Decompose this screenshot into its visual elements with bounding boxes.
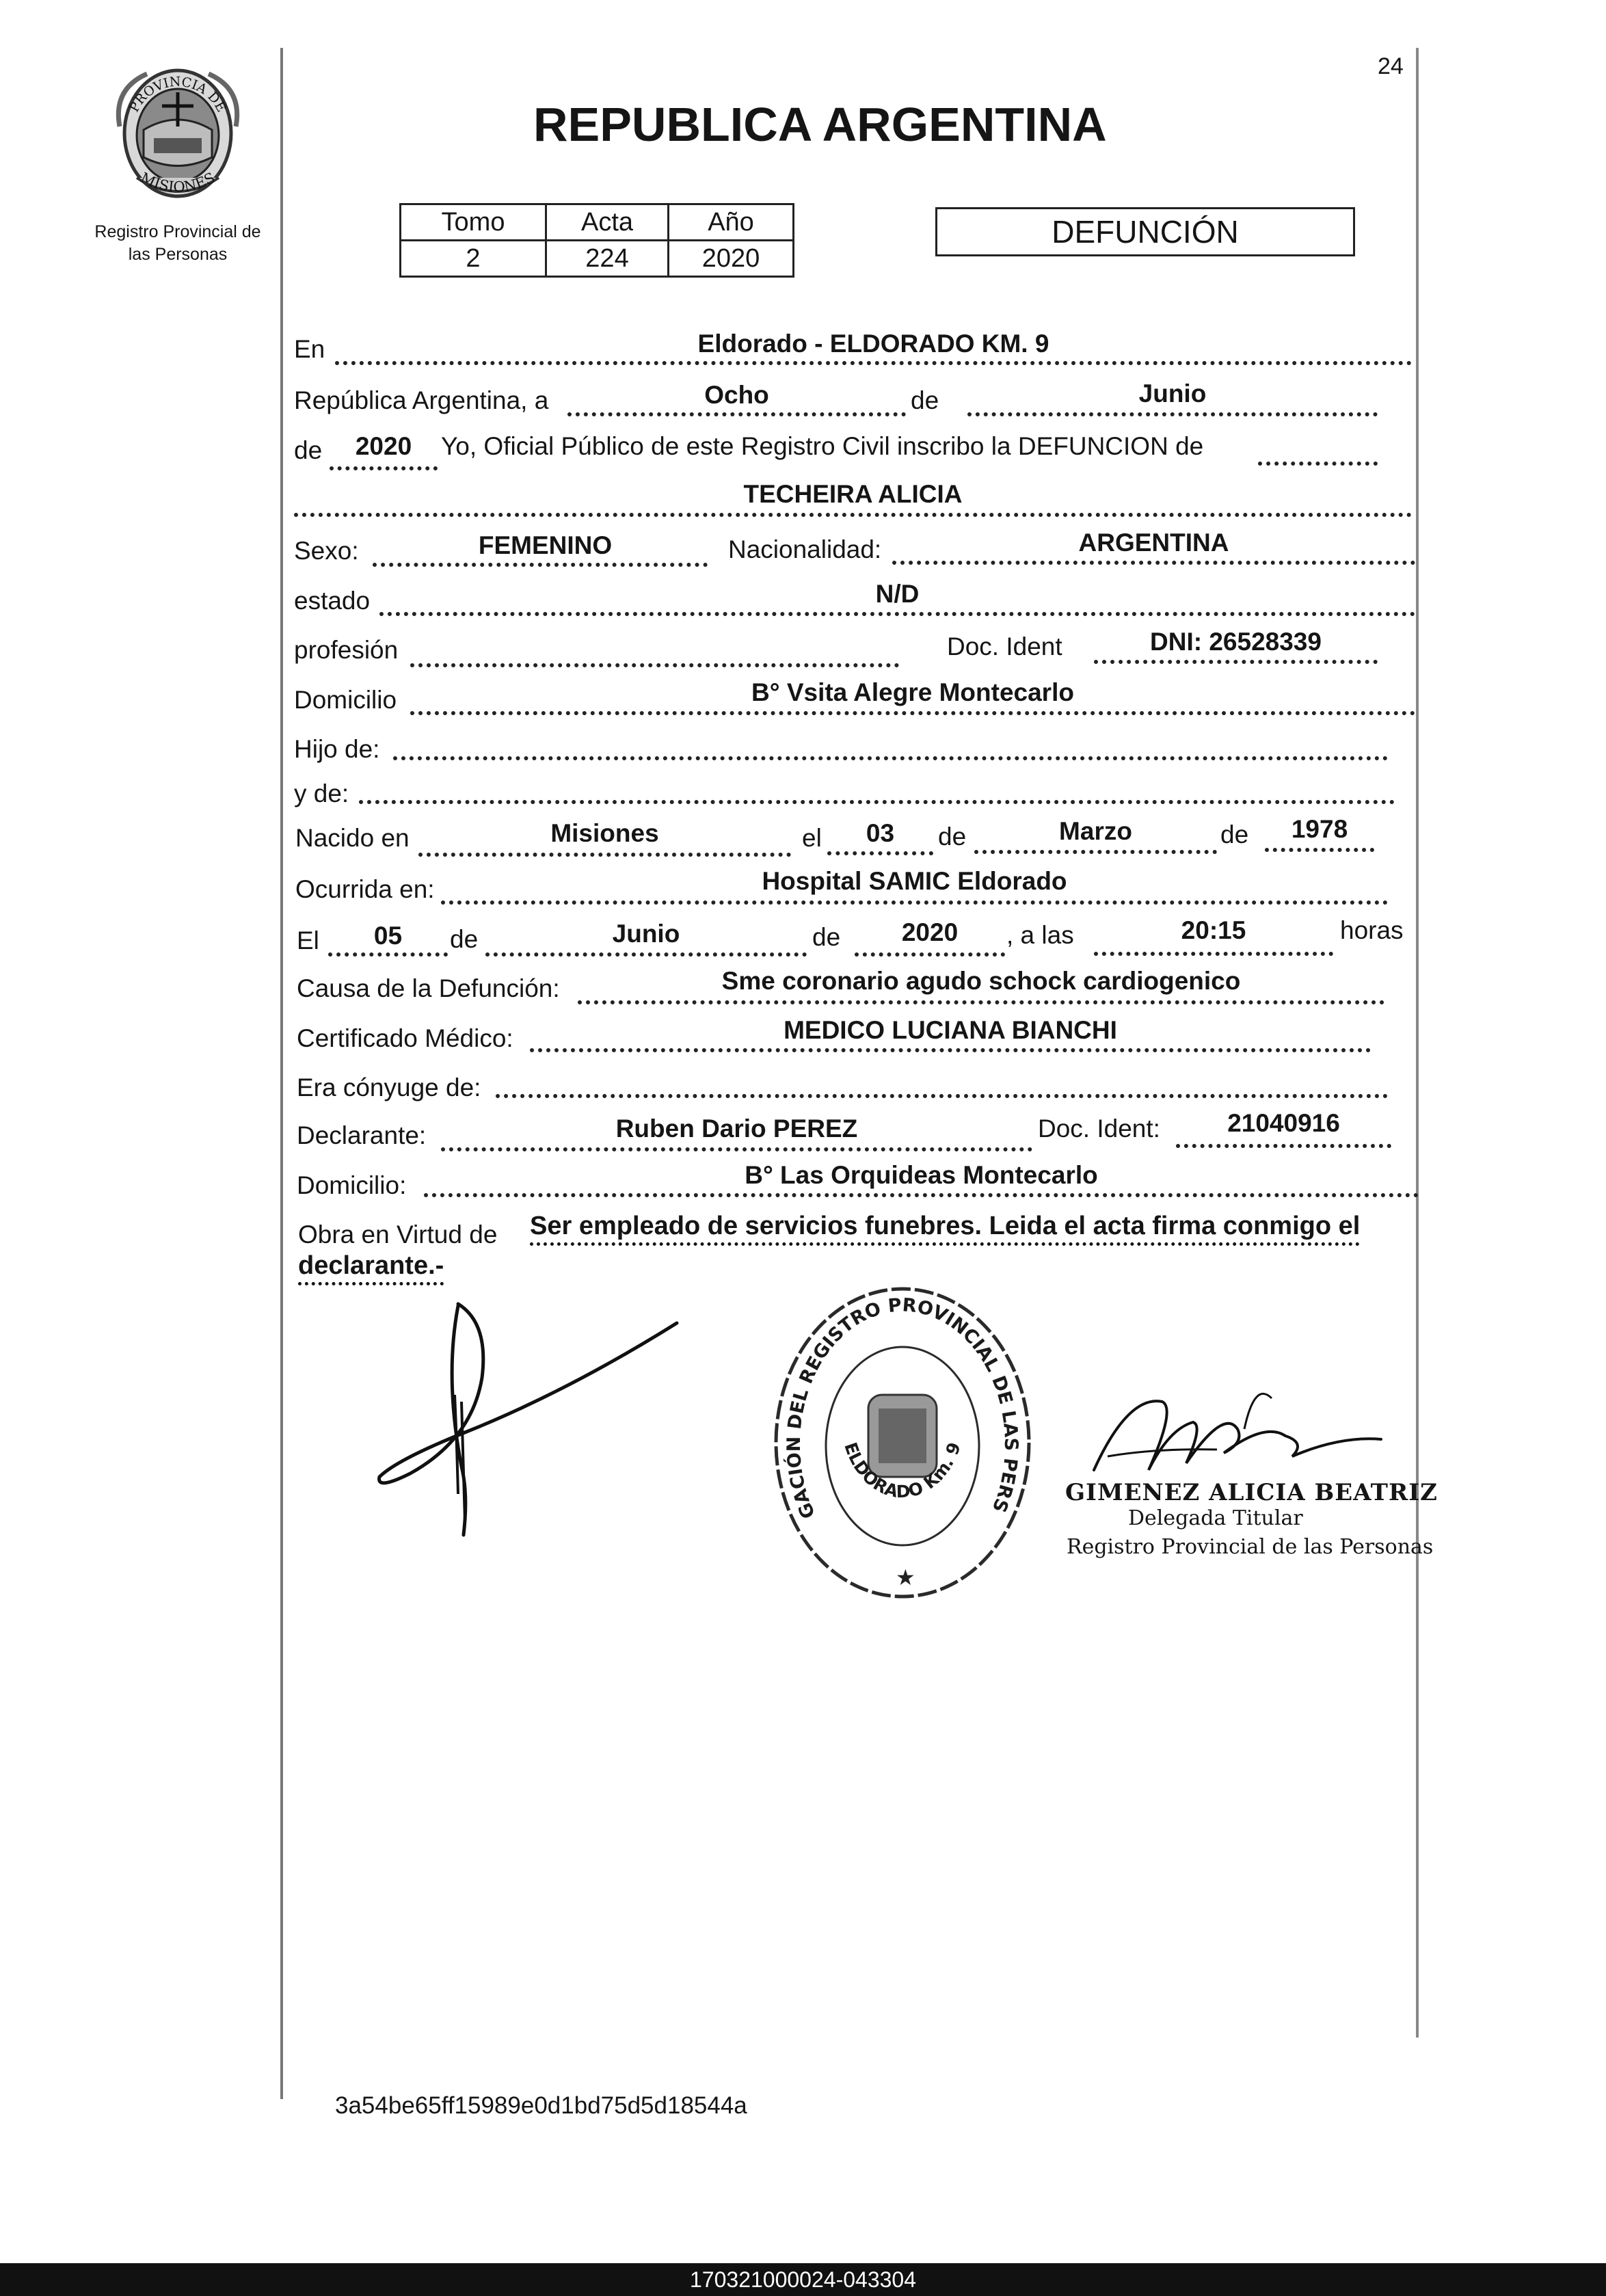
- ocurrida-label: Ocurrida en:: [295, 875, 435, 903]
- death-day-dotted-line: [328, 952, 448, 957]
- declarant-signature: [369, 1296, 697, 1556]
- nacido-label: Nacido en: [295, 824, 410, 852]
- de-label-3: de: [938, 823, 967, 851]
- official-signature: [1067, 1367, 1388, 1491]
- ocurrida-value: Hospital SAMIC Eldorado: [762, 867, 1067, 895]
- nacionalidad-label: Nacionalidad:: [728, 535, 882, 563]
- y-de-dotted-line: [359, 800, 1395, 804]
- estado-value: N/D: [875, 580, 920, 608]
- stamp-inner-text: ELDORADO Km. 9: [840, 1439, 965, 1502]
- svg-text:MISIONES: [138, 170, 218, 196]
- barcode-strip: [0, 2263, 1606, 2296]
- domicilio-dotted-line: [410, 711, 1415, 715]
- en-dotted-line: [335, 361, 1412, 365]
- birth-day-dotted-line: [827, 851, 933, 855]
- estado-label: estado: [294, 587, 371, 615]
- logo-text-top: PROVINCIA DE: [126, 74, 229, 115]
- death-month: Junio: [612, 920, 680, 948]
- a-las-label: , a las: [1006, 921, 1074, 949]
- book-reference-table: [399, 203, 794, 278]
- estado-dotted-line: [379, 612, 1415, 616]
- day-text-dotted-line: [567, 412, 906, 416]
- nacionalidad-dotted-line: [892, 561, 1415, 565]
- tomo-header: Tomo: [401, 204, 546, 241]
- en-value: Eldorado - ELDORADO KM. 9: [697, 330, 1049, 358]
- de-label-1: de: [911, 386, 939, 414]
- ocurrida-dotted-line: [441, 900, 1388, 905]
- official-registry: Registro Provincial de las Personas: [1067, 1535, 1434, 1559]
- domicilio-2-value: B° Las Orquideas Montecarlo: [745, 1161, 1098, 1189]
- logo-text-bottom: MISIONES: [137, 169, 218, 196]
- causa-dotted-line: [578, 1000, 1384, 1004]
- republica-label: República Argentina, a: [294, 386, 549, 414]
- domicilio-2-label: Domicilio:: [297, 1171, 407, 1199]
- official-stamp: [766, 1285, 1039, 1600]
- declarante-label: Declarante:: [297, 1121, 427, 1149]
- stamp-outer-text: GACIÓN DEL REGISTRO PROVINCIAL DE LAS PERS: [783, 1294, 1022, 1522]
- birth-day: 03: [866, 819, 895, 847]
- official-name: GIMENEZ ALICIA BEATRIZ: [1065, 1479, 1438, 1506]
- anio-value: 2020: [669, 241, 794, 277]
- de-label-2: de: [294, 436, 323, 464]
- birth-year: 1978: [1291, 815, 1348, 843]
- birth-month: Marzo: [1059, 817, 1132, 845]
- domicilio-label: Domicilio: [294, 686, 397, 714]
- death-year-dotted-line: [855, 952, 1005, 957]
- deceased-name: TECHEIRA ALICIA: [743, 480, 963, 508]
- el-label-1: el: [802, 824, 822, 852]
- svg-text:PROVINCIA DE: [126, 75, 229, 115]
- birth-month-dotted-line: [974, 850, 1217, 854]
- official-role: Delegada Titular: [1128, 1506, 1303, 1530]
- deceased-name-dotted-line: [294, 513, 1412, 517]
- right-margin-line: [1416, 48, 1419, 2038]
- de-label-6: de: [812, 923, 841, 951]
- month-text-dotted-line: [967, 412, 1378, 416]
- doc-ident-dotted-line: [1094, 660, 1378, 664]
- hijo-label: Hijo de:: [294, 735, 380, 763]
- domicilio-2-dotted-line: [424, 1193, 1419, 1197]
- conyuge-label: Era cónyuge de:: [297, 1073, 481, 1102]
- death-day: 05: [373, 922, 403, 950]
- inscribe-text: Yo, Oficial Público de este Registro Civil inscribo la DEFUNCION de: [441, 432, 1204, 460]
- registry-line-2: las Personas: [128, 245, 228, 264]
- declarante-value: Ruben Dario PEREZ: [615, 1114, 858, 1143]
- certificado-dotted-line: [530, 1048, 1371, 1052]
- svg-text:★: ★: [896, 1565, 915, 1590]
- doc-ident-label: Doc. Ident: [947, 632, 1062, 660]
- sexo-value: FEMENINO: [478, 531, 613, 559]
- death-time-dotted-line: [1094, 952, 1333, 956]
- doc-ident-2-value: 21040916: [1227, 1109, 1340, 1137]
- profesion-dotted-line: [410, 663, 899, 667]
- acta-value: 224: [546, 241, 669, 277]
- death-time: 20:15: [1181, 916, 1246, 944]
- registry-line-1: Registro Provincial de: [94, 222, 261, 241]
- hijo-dotted-line: [393, 756, 1388, 760]
- acta-header: Acta: [546, 204, 669, 241]
- anio-header: Año: [669, 204, 794, 241]
- certificado-label: Certificado Médico:: [297, 1024, 513, 1052]
- province-logo: [106, 62, 250, 205]
- doc-ident-2-label: Doc. Ident:: [1038, 1114, 1160, 1143]
- document-hash: 3a54be65ff15989e0d1bd75d5d18544a: [335, 2092, 747, 2119]
- barcode-text: 170321000024-043304: [690, 2267, 916, 2292]
- sexo-dotted-line: [373, 563, 708, 567]
- document-type: DEFUNCIÓN: [1052, 214, 1239, 250]
- document-type-box: [935, 207, 1355, 256]
- doc-ident-2-dotted-line: [1176, 1144, 1391, 1148]
- causa-label: Causa de la Defunción:: [297, 974, 560, 1002]
- obra-value-line-2: declarante.-: [298, 1251, 444, 1280]
- causa-value: Sme coronario agudo schock cardiogenico: [721, 967, 1241, 995]
- de-label-5: de: [450, 925, 479, 953]
- obra-label: Obra en Virtud de: [298, 1220, 498, 1249]
- horas-label: horas: [1340, 916, 1404, 944]
- death-year: 2020: [901, 918, 959, 946]
- death-month-dotted-line: [485, 952, 807, 957]
- doc-ident-value: DNI: 26528339: [1150, 628, 1322, 656]
- declarante-dotted-line: [441, 1147, 1032, 1151]
- de-label-4: de: [1220, 820, 1249, 849]
- sexo-label: Sexo:: [294, 537, 359, 565]
- tomo-value: 2: [401, 241, 546, 277]
- month-text-value: Junio: [1138, 379, 1207, 408]
- conyuge-dotted-line: [496, 1094, 1388, 1098]
- day-text-value: Ocho: [704, 381, 769, 409]
- page-title: REPUBLICA ARGENTINA: [533, 98, 1107, 151]
- profesion-label: profesión: [294, 636, 399, 664]
- el-label-2: El: [297, 926, 319, 955]
- birth-year-dotted-line: [1265, 848, 1374, 852]
- en-label: En: [294, 335, 325, 363]
- year-dotted-line: [330, 466, 438, 470]
- obra-value-line-1: Ser empleado de servicios funebres. Leida el acta firma conmigo el: [530, 1212, 1361, 1240]
- inscribe-dotted-line: [1258, 462, 1378, 466]
- year-value: 2020: [355, 432, 412, 460]
- nacido-value: Misiones: [550, 819, 659, 847]
- nacido-dotted-line: [418, 853, 791, 857]
- y-de-label: y de:: [294, 779, 349, 807]
- domicilio-value: B° Vsita Alegre Montecarlo: [751, 678, 1074, 706]
- left-margin-line: [280, 48, 283, 2099]
- nacionalidad-value: ARGENTINA: [1078, 529, 1229, 557]
- page-number: 24: [1378, 53, 1404, 79]
- certificado-value: MEDICO LUCIANA BIANCHI: [784, 1016, 1117, 1044]
